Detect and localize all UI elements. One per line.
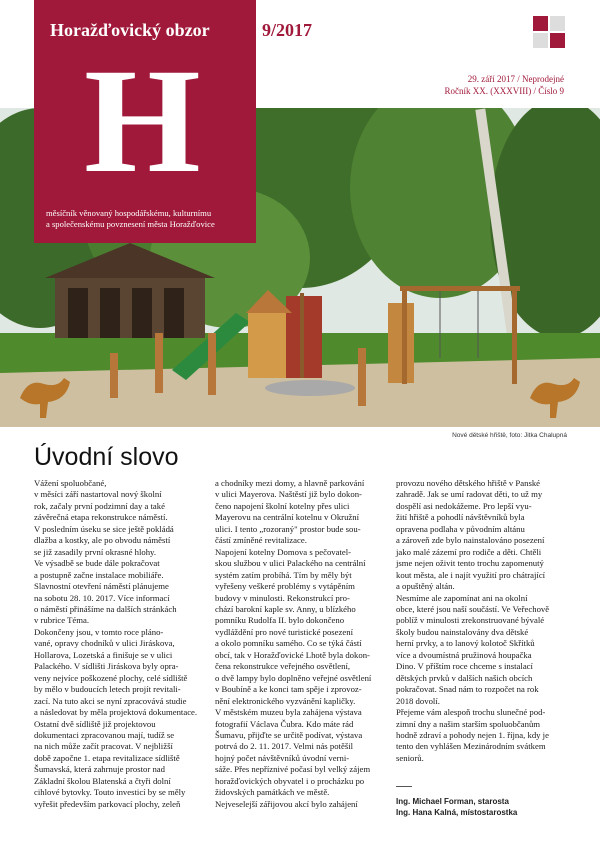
issue-dateline — [445, 73, 565, 97]
article-heading: Úvodní slovo — [34, 443, 179, 471]
signature-block — [396, 797, 517, 818]
issue-number: 9/2017 — [262, 20, 313, 40]
signature-mayor: Ing. Michael Forman, starosta — [396, 797, 509, 806]
magazine-description: měsíčník věnovaný hospodářskému, kulturnímu a společenskému povznesení města Horažďovice — [46, 208, 215, 229]
article-column-1: Vážení spoluobčané, v měsíci září nastartoval nový školní rok, začaly první podzimní day a také závěrečná etapa rekonstrukce náměstí. V posledním úseku se sice ještě pokládá dlažba a kostky, ale po obvodu náměstí se již zasadily první okrasné hlohy. Ve výsadbě se bude dále pokračovat a postupně začne instalace mobiliáře. Slavnostní otevření náměstí plánujeme na sobotu 28. 10. 2017. Více informací o náměstí přinášíme na dalších stránkách v rubrice Téma. Dokončeny jsou, v tomto roce pláno- vané, opravy chodníků v ulici Jiráskova, Hollarova, Lozetská a finišuje se v ulici Palackého. V sídlišti Jiráskova byly opra- veny nejvíce poškozené plochy, celé sídliště by mělo v budoucích letech projít revitali- zací. Na tuto akci se nyní zpracovává studie a následovat by měla projektová dokumentace. Ostatní dvě sídliště již projektovou dokumentaci zpracovanou mají, tudíž se na nich může začít pracovat. V nejbližší době započne 1. etapa revitalizace sídliště Šumavská, která zahrnuje prostor nad Základní školou Blatenská a čtyři dolní cihlové bytovky. Touto investicí by se měly vyřešit především parkovací plochy, zeleň — [34, 478, 198, 809]
logo-squares-icon — [533, 16, 565, 48]
issue-date: 29. září 2017 / Neprodejné — [467, 74, 564, 84]
magazine-title: Horažďovický obzor — [50, 20, 210, 40]
article-column-2: a chodníky mezi domy, a hlavně parkování v ulici Mayerova. Naštěstí již bylo dokon- čeno napojení školní kotelny přes ulici Mayerovu na centrální kotelnu v Okružní ulici. I tento „rozoraný" prostor bude sou- částí zmíněné revitalizace. Napojení kotelny Domova s pečovatel- skou službou v ulici Palackého na centrální systém zatím probíhá. Tím by měly být vyřešeny veškeré problémy s vytápěním budovy v minulosti. Rekonstrukcí pro- chází barokní kaple sv. Anny, u blízkého pomníku Rudolfa II. bylo dokončeno vydláždění pro nové turistické posezení a okolo pomníku samého. Co se týká částí obcí, tak v Horažďovické Lhotě byla dokon- čena rekonstrukce veřejného osvětlení, o dvě lampy bylo doplněno veřejné osvětlení v Boubíně a ke konci tam spěje i zprovoz- nění elektronického vyzvánění kapličky. V městském muzeu byla zahájena výstava fotografií Václava Čubra. Kdo máte rád Šumavu, přijďte se určitě podívat, výstava potrvá do 2. 11. 2017. Velmi nás potěšil hojný počet návštěvníků úvodní verni- sáže. Přes nepříznivé počasí byl velký zájem horažďovických obyvatel i o procházku po židovských památkách ve městě. Nejveselejší zářijovou akcí bylo zahájení — [215, 478, 372, 809]
issue-volume: Ročník XX. (XXXVIII) / Číslo 9 — [444, 86, 564, 96]
article-column-3: provozu nového dětského hřiště v Panské zahradě. Jak se umí radovat děti, to už my dospělí asi nedokážeme. Pro lepší vyu- žití hřiště a pohodlí návštěvníků byla opravena podlaha v původním altánu a zároveň zde bylo nainstalováno posezení jako malé zázemí pro rodiče a děti. Chtěli jsme nejen oživit tento trochu zapomenutý kout města, ale i najít využití pro chátrající a opuštěný altán. Nesmíme ale zapomínat ani na okolní obce, které jsou naší součástí. Ve Veřechově poblíž v minulosti zrekonstruované bývalé školy budou nainstalovány dva dětské herní prvky, a to lanový kolotoč Skřítků více a dvoumístná pružinová houpačka Dino. V příštím roce chceme s instalací dětských prvků v dalších našich obcích pokračovat. Snad nám to rozpočet na rok 2018 dovolí. Přejeme vám alespoň trochu slunečné pod- zimní dny a našim starším spoluobčanům hodně zdraví a pohody nejen 1. října, kdy je tento den vyhlášen Mezinárodním svátkem seniorů. — [396, 478, 550, 763]
masthead-block — [34, 0, 256, 243]
logo-letter: H — [84, 38, 201, 204]
signature-deputy: Ing. Hana Kalná, místostarostka — [396, 807, 518, 817]
photo-caption: Nové dětské hřiště, foto: Jitka Chalupná — [452, 432, 567, 439]
signature-divider — [396, 786, 412, 787]
